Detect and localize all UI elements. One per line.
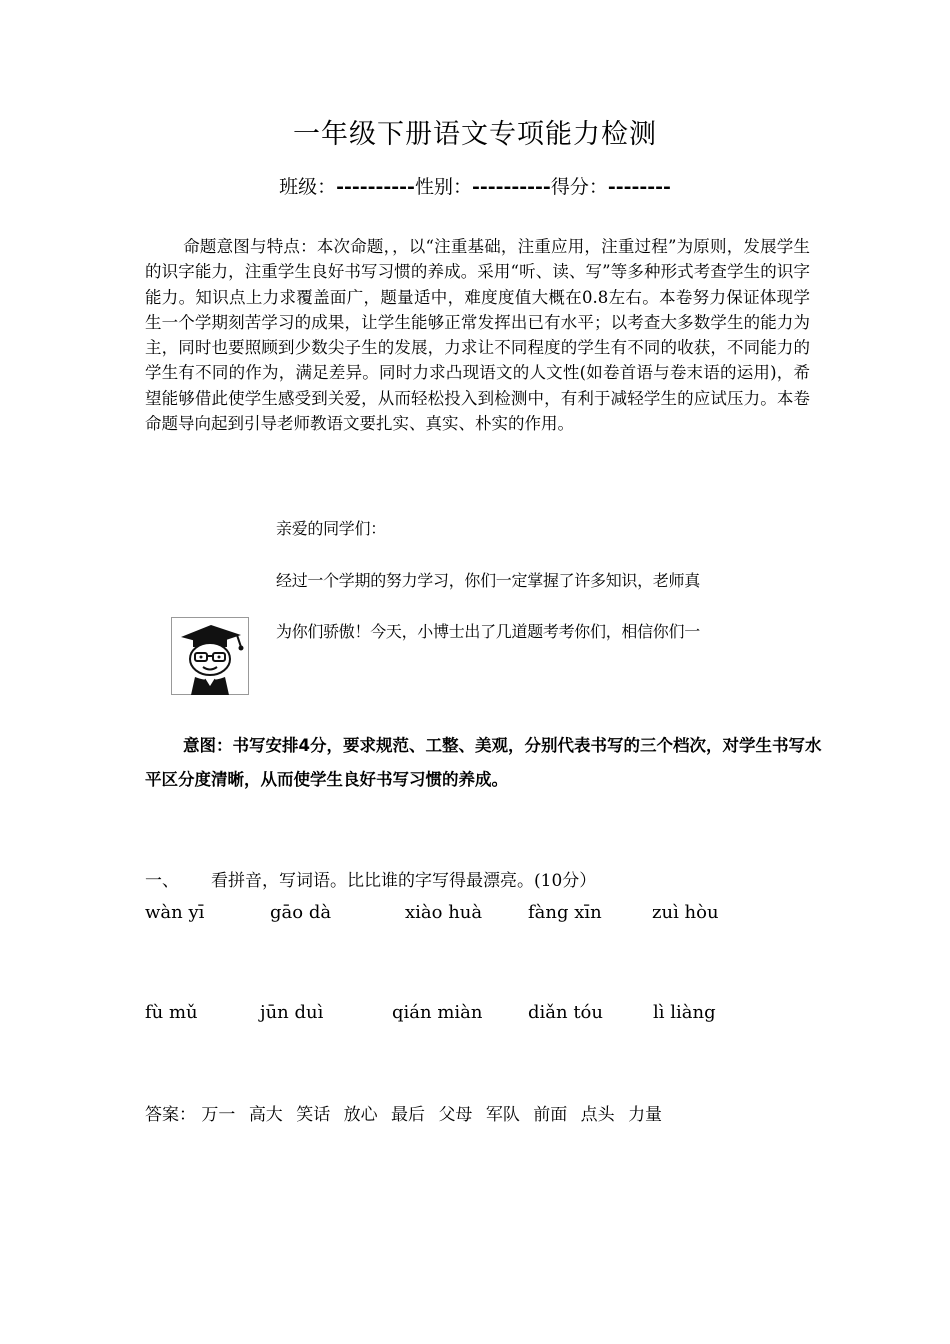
answer-word: 前面 — [533, 1105, 568, 1125]
answer-word: 放心 — [343, 1105, 378, 1125]
answer-line — [145, 1100, 670, 1125]
answer-word: 最后 — [391, 1105, 426, 1125]
answer-word: 力量 — [628, 1105, 663, 1125]
score-blank: -------- — [607, 176, 671, 198]
answer-label: 答案： — [145, 1105, 196, 1125]
answer-word: 父母 — [438, 1105, 473, 1125]
pinyin-item: fù mǔ — [145, 1002, 198, 1023]
gender-label: 性别： — [414, 176, 472, 198]
question-1-number: 一、 — [145, 871, 179, 891]
intent-text: 命题意图与特点：本次命题，，以“注重基础，注重应用，注重过程”为原则，发展学生的识字能力，注重学生良好书写习惯的养成。采用“听、读、写”等多种形式考查学生的识字能力。知识点上力求覆盖面广，题量适中，难度度值大概在0.8左右。本卷努力保证体现学生一个学期刻苦学习的成果，让学生能够正常发挥出已有水平；以考查大多数学生的能力为主，同时也要照顾到少数尖子生的发展，力求让不同程度的学生有不同的收获，不同能力的学生有不同的作为，满足差异。同时力求凸现语文的人文性(如卷首语与卷末语的运用)，希望能够借此使学生感受到关爱，从而轻松投入到检测中，有利于减轻学生的应试压力。本卷命题导向起到引导老师教语文要扎实、真实、朴实的作用。 — [145, 237, 810, 434]
pinyin-item: diǎn tóu — [528, 1002, 603, 1023]
answer-word: 高大 — [248, 1105, 283, 1125]
answer-word: 笑话 — [296, 1105, 331, 1125]
answer-word: 军队 — [485, 1105, 520, 1125]
pinyin-item: xiào huà — [405, 902, 483, 923]
intent-paragraph — [145, 234, 810, 436]
answer-word: 点头 — [580, 1105, 615, 1125]
page-title: 一年级下册语文专项能力检测 — [293, 119, 657, 150]
writing-intent-text: 意图：书写安排4分，要求规范、工整、美观，分别代表书写的三个档次，对学生书写水平区分度清晰，从而使学生良好书写习惯的养成。 — [145, 736, 822, 789]
class-blank: ---------- — [336, 176, 415, 198]
pinyin-row-1 — [145, 902, 845, 926]
answer-word: 万一 — [201, 1105, 236, 1125]
writing-intent — [145, 729, 825, 797]
pinyin-item: jūn duì — [260, 1002, 324, 1023]
pinyin-item: gāo dà — [270, 902, 332, 923]
pinyin-item: lì liàng — [653, 1002, 716, 1023]
question-1-text: 看拼音，写词语。比比谁的字写得最漂亮。(10分） — [211, 871, 597, 891]
pinyin-item: fàng xīn — [528, 902, 602, 923]
letter-greeting: 亲爱的同学们： — [276, 519, 386, 538]
score-label: 得分： — [550, 176, 608, 198]
letter-line-1: 经过一个学期的努力学习，你们一定掌握了许多知识，老师真 — [276, 571, 700, 590]
doctor-cartoon-icon — [171, 617, 249, 695]
letter-line-2: 为你们骄傲！今天，小博士出了几道题考考你们，相信你们一 — [276, 622, 700, 641]
student-info-line — [0, 172, 950, 199]
question-1-header — [145, 866, 596, 891]
gender-blank: ---------- — [471, 176, 551, 198]
pinyin-item: qián miàn — [392, 1002, 483, 1023]
pinyin-item: wàn yī — [145, 902, 205, 923]
pinyin-item: zuì hòu — [652, 902, 719, 923]
class-label: 班级： — [279, 176, 337, 198]
pinyin-row-2 — [145, 1002, 845, 1026]
